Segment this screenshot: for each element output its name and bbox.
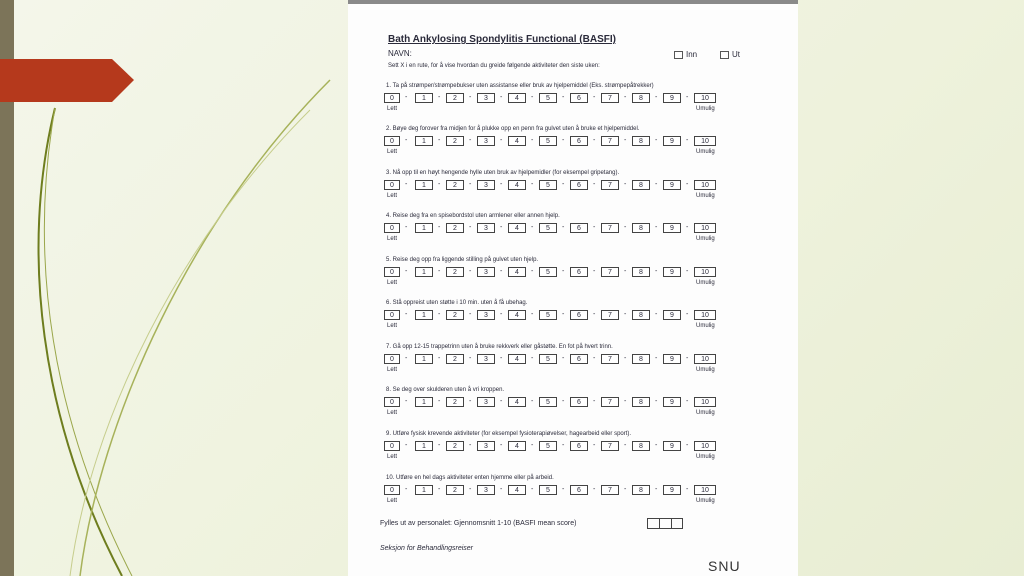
- rating-box[interactable]: 1: [415, 180, 433, 190]
- anchor-high-label: Umulig: [696, 410, 715, 416]
- scale-separator: -: [624, 181, 627, 188]
- rating-box[interactable]: 5: [539, 397, 557, 407]
- rating-box[interactable]: 9: [663, 223, 681, 233]
- rating-box[interactable]: 2: [446, 180, 464, 190]
- scale-separator: -: [438, 181, 441, 188]
- mean-score-label: Fylles ut av personalet: Gjennomsnitt 1-10 (BASFI mean score): [380, 520, 577, 527]
- scale-separator: -: [531, 311, 534, 318]
- rating-box[interactable]: 9: [663, 267, 681, 277]
- scale-separator: -: [469, 224, 472, 231]
- scale-separator: -: [500, 486, 503, 493]
- scale-separator: -: [655, 181, 658, 188]
- rating-box[interactable]: 0: [384, 267, 400, 277]
- scale-separator: -: [500, 311, 503, 318]
- anchor-high-label: Umulig: [696, 498, 715, 504]
- rating-box[interactable]: 1: [415, 93, 433, 103]
- rating-scale: [384, 310, 784, 322]
- scale-separator: -: [593, 137, 596, 144]
- rating-box[interactable]: 10: [694, 397, 716, 407]
- scale-separator: -: [500, 181, 503, 188]
- rating-box[interactable]: 10: [694, 441, 716, 451]
- scale-separator: -: [438, 224, 441, 231]
- anchor-high-label: Umulig: [696, 323, 715, 329]
- scale-separator: -: [562, 442, 565, 449]
- rating-box[interactable]: 0: [384, 310, 400, 320]
- rating-box[interactable]: 7: [601, 180, 619, 190]
- question-text: 9. Utføre fysisk krevende aktiviteter (for eksempel fysioterapiøvelser, hagearbeid eller sport).: [386, 431, 632, 437]
- anchor-low-label: Lett: [387, 149, 398, 155]
- checkbox-inn[interactable]: [674, 51, 683, 59]
- scale-separator: -: [655, 137, 658, 144]
- rating-box[interactable]: 3: [477, 223, 495, 233]
- scale-separator: -: [593, 355, 596, 362]
- scale-separator: -: [405, 355, 408, 362]
- rating-box[interactable]: 9: [663, 485, 681, 495]
- scale-separator: -: [686, 311, 689, 318]
- rating-box[interactable]: 7: [601, 93, 619, 103]
- rating-box[interactable]: 7: [601, 397, 619, 407]
- rating-box[interactable]: 6: [570, 441, 588, 451]
- scale-separator: -: [562, 181, 565, 188]
- rating-box[interactable]: 10: [694, 223, 716, 233]
- scale-separator: -: [469, 137, 472, 144]
- anchor-low-label: Lett: [387, 280, 398, 286]
- rating-box[interactable]: 2: [446, 136, 464, 146]
- question-item: [384, 170, 784, 212]
- rating-box[interactable]: 9: [663, 354, 681, 364]
- scale-separator: -: [624, 224, 627, 231]
- rating-box[interactable]: 2: [446, 267, 464, 277]
- anchor-high-label: Umulig: [696, 193, 715, 199]
- rating-box[interactable]: 0: [384, 93, 400, 103]
- rating-box[interactable]: 10: [694, 310, 716, 320]
- question-text: 3. Nå opp til en høyt hengende hylle uten bruk av hjelpemidler (for eksempel gripetang).: [386, 170, 620, 176]
- rating-box[interactable]: 10: [694, 93, 716, 103]
- rating-box[interactable]: 9: [663, 310, 681, 320]
- rating-box[interactable]: 1: [415, 310, 433, 320]
- rating-box[interactable]: 5: [539, 267, 557, 277]
- rating-box[interactable]: 2: [446, 223, 464, 233]
- anchor-high-label: Umulig: [696, 454, 715, 460]
- anchor-high-label: Umulig: [696, 367, 715, 373]
- question-item: [384, 387, 784, 429]
- rating-box[interactable]: 2: [446, 354, 464, 364]
- scale-separator: -: [500, 94, 503, 101]
- rating-box[interactable]: 7: [601, 310, 619, 320]
- rating-scale: [384, 136, 784, 148]
- question-text: 8. Se deg over skulderen uten å vri kroppen.: [386, 387, 505, 393]
- scale-separator: -: [500, 224, 503, 231]
- scale-separator: -: [624, 268, 627, 275]
- scale-separator: -: [686, 181, 689, 188]
- rating-scale: [384, 223, 784, 235]
- question-item: [384, 344, 784, 386]
- rating-box[interactable]: 5: [539, 485, 557, 495]
- scale-separator: -: [500, 442, 503, 449]
- scale-separator: -: [593, 268, 596, 275]
- rating-box[interactable]: 10: [694, 136, 716, 146]
- scale-separator: -: [531, 94, 534, 101]
- rating-box[interactable]: 4: [508, 397, 526, 407]
- scale-separator: -: [438, 137, 441, 144]
- scale-separator: -: [655, 311, 658, 318]
- rating-box[interactable]: 9: [663, 93, 681, 103]
- scale-separator: -: [686, 398, 689, 405]
- rating-box[interactable]: 1: [415, 441, 433, 451]
- rating-box[interactable]: 4: [508, 267, 526, 277]
- rating-box[interactable]: 4: [508, 485, 526, 495]
- scale-separator: -: [469, 268, 472, 275]
- scale-separator: -: [655, 442, 658, 449]
- scale-separator: -: [655, 94, 658, 101]
- rating-box[interactable]: 1: [415, 485, 433, 495]
- rating-box[interactable]: 8: [632, 136, 650, 146]
- rating-scale: [384, 485, 784, 497]
- rating-box[interactable]: 0: [384, 136, 400, 146]
- rating-box[interactable]: 9: [663, 397, 681, 407]
- rating-box[interactable]: 7: [601, 441, 619, 451]
- scale-separator: -: [531, 137, 534, 144]
- scale-separator: -: [531, 486, 534, 493]
- question-text: 6. Stå oppreist uten støtte i 10 min. uten å få ubehag.: [386, 300, 528, 306]
- rating-box[interactable]: 4: [508, 180, 526, 190]
- anchor-low-label: Lett: [387, 236, 398, 242]
- scale-separator: -: [469, 486, 472, 493]
- rating-box[interactable]: 2: [446, 397, 464, 407]
- anchor-high-label: Umulig: [696, 236, 715, 242]
- rating-box[interactable]: 1: [415, 397, 433, 407]
- anchor-high-label: Umulig: [696, 149, 715, 155]
- rating-box[interactable]: 7: [601, 267, 619, 277]
- form-title: Bath Ankylosing Spondylitis Functional (BASFI): [388, 34, 616, 45]
- scale-separator: -: [593, 94, 596, 101]
- scale-separator: -: [469, 181, 472, 188]
- scale-separator: -: [562, 224, 565, 231]
- rating-box[interactable]: 8: [632, 310, 650, 320]
- rating-scale: [384, 267, 784, 279]
- rating-scale: [384, 93, 784, 105]
- scale-separator: -: [438, 442, 441, 449]
- rating-box[interactable]: 6: [570, 397, 588, 407]
- rating-box[interactable]: 5: [539, 93, 557, 103]
- rating-box[interactable]: 3: [477, 397, 495, 407]
- rating-box[interactable]: 4: [508, 93, 526, 103]
- scale-separator: -: [469, 355, 472, 362]
- rating-box[interactable]: 6: [570, 93, 588, 103]
- rating-box[interactable]: 7: [601, 485, 619, 495]
- rating-box[interactable]: 1: [415, 354, 433, 364]
- rating-box[interactable]: 4: [508, 310, 526, 320]
- rating-box[interactable]: 8: [632, 267, 650, 277]
- scale-separator: -: [593, 398, 596, 405]
- anchor-low-label: Lett: [387, 106, 398, 112]
- question-text: 1. Ta på strømper/strømpebukser uten assistanse eller bruk av hjelpemiddel (Eks. strømpepåtrekker): [386, 83, 654, 89]
- scale-separator: -: [562, 268, 565, 275]
- scale-separator: -: [686, 355, 689, 362]
- rating-box[interactable]: 1: [415, 267, 433, 277]
- scale-separator: -: [655, 268, 658, 275]
- rating-box[interactable]: 0: [384, 223, 400, 233]
- rating-box[interactable]: 8: [632, 485, 650, 495]
- rating-box[interactable]: 1: [415, 136, 433, 146]
- decorative-swoosh: [0, 0, 340, 576]
- anchor-low-label: Lett: [387, 367, 398, 373]
- scale-separator: -: [500, 137, 503, 144]
- scale-separator: -: [469, 398, 472, 405]
- rating-box[interactable]: 3: [477, 310, 495, 320]
- rating-box[interactable]: 2: [446, 310, 464, 320]
- rating-box[interactable]: 5: [539, 310, 557, 320]
- scale-separator: -: [438, 94, 441, 101]
- scale-separator: -: [624, 486, 627, 493]
- scale-separator: -: [593, 224, 596, 231]
- scale-separator: -: [469, 94, 472, 101]
- scale-separator: -: [655, 224, 658, 231]
- rating-box[interactable]: 2: [446, 441, 464, 451]
- anchor-low-label: Lett: [387, 323, 398, 329]
- rating-box[interactable]: 6: [570, 267, 588, 277]
- scale-separator: -: [438, 268, 441, 275]
- rating-box[interactable]: 5: [539, 136, 557, 146]
- scale-separator: -: [593, 486, 596, 493]
- rating-box[interactable]: 6: [570, 485, 588, 495]
- rating-box[interactable]: 3: [477, 136, 495, 146]
- scale-separator: -: [655, 398, 658, 405]
- scale-separator: -: [686, 442, 689, 449]
- rating-box[interactable]: 3: [477, 180, 495, 190]
- scale-separator: -: [531, 355, 534, 362]
- name-label: NAVN:: [388, 49, 412, 58]
- rating-box[interactable]: 8: [632, 223, 650, 233]
- rating-box[interactable]: 7: [601, 354, 619, 364]
- anchor-low-label: Lett: [387, 498, 398, 504]
- instruction-text: Sett X i en rute, for å vise hvordan du greide følgende aktiviteter den siste uken:: [388, 63, 600, 69]
- scale-separator: -: [562, 137, 565, 144]
- question-text: 4. Reise deg fra en spisebordstol uten armlener eller annen hjelp.: [386, 213, 560, 219]
- rating-scale: [384, 397, 784, 409]
- scale-separator: -: [405, 181, 408, 188]
- question-item: [384, 126, 784, 168]
- rating-box[interactable]: 4: [508, 441, 526, 451]
- scale-separator: -: [405, 137, 408, 144]
- scale-separator: -: [500, 355, 503, 362]
- basfi-form-scan: [348, 0, 798, 576]
- scale-separator: -: [624, 398, 627, 405]
- scale-separator: -: [438, 311, 441, 318]
- scale-separator: -: [469, 311, 472, 318]
- question-item: [384, 83, 784, 125]
- rating-box[interactable]: 0: [384, 441, 400, 451]
- question-item: [384, 300, 784, 342]
- rating-box[interactable]: 8: [632, 93, 650, 103]
- rating-box[interactable]: 6: [570, 310, 588, 320]
- scale-separator: -: [655, 486, 658, 493]
- anchor-low-label: Lett: [387, 193, 398, 199]
- scale-separator: -: [624, 442, 627, 449]
- question-item: [384, 257, 784, 299]
- anchor-low-label: Lett: [387, 454, 398, 460]
- scale-separator: -: [531, 442, 534, 449]
- rating-scale: [384, 354, 784, 366]
- rating-box[interactable]: 3: [477, 485, 495, 495]
- rating-box[interactable]: 9: [663, 136, 681, 146]
- rating-box[interactable]: 8: [632, 397, 650, 407]
- scale-separator: -: [500, 268, 503, 275]
- rating-box[interactable]: 6: [570, 136, 588, 146]
- rating-box[interactable]: 5: [539, 354, 557, 364]
- scale-separator: -: [531, 181, 534, 188]
- scale-separator: -: [686, 94, 689, 101]
- rating-box[interactable]: 4: [508, 136, 526, 146]
- rating-box[interactable]: 5: [539, 180, 557, 190]
- scale-separator: -: [405, 486, 408, 493]
- rating-box[interactable]: 2: [446, 485, 464, 495]
- rating-box[interactable]: 10: [694, 485, 716, 495]
- question-text: 10. Utføre en hel dags aktiviteter enten hjemme eller på arbeid.: [386, 475, 554, 481]
- rating-box[interactable]: 6: [570, 223, 588, 233]
- question-item: [384, 431, 784, 473]
- scale-separator: -: [686, 224, 689, 231]
- scale-separator: -: [438, 355, 441, 362]
- scale-separator: -: [624, 311, 627, 318]
- scale-separator: -: [686, 137, 689, 144]
- scale-separator: -: [562, 398, 565, 405]
- mean-score-boxes[interactable]: [647, 518, 683, 529]
- rating-box[interactable]: 6: [570, 354, 588, 364]
- rating-box[interactable]: 9: [663, 180, 681, 190]
- rating-box[interactable]: 3: [477, 93, 495, 103]
- rating-box[interactable]: 10: [694, 354, 716, 364]
- scale-separator: -: [686, 486, 689, 493]
- scale-separator: -: [405, 268, 408, 275]
- anchor-high-label: Umulig: [696, 106, 715, 112]
- rating-scale: [384, 441, 784, 453]
- scale-separator: -: [405, 311, 408, 318]
- scale-separator: -: [624, 94, 627, 101]
- rating-box[interactable]: 8: [632, 180, 650, 190]
- scale-separator: -: [438, 486, 441, 493]
- rating-box[interactable]: 8: [632, 441, 650, 451]
- rating-box[interactable]: 6: [570, 180, 588, 190]
- rating-box[interactable]: 5: [539, 223, 557, 233]
- scale-separator: -: [531, 268, 534, 275]
- scale-separator: -: [500, 398, 503, 405]
- scale-separator: -: [562, 94, 565, 101]
- scale-separator: -: [405, 94, 408, 101]
- scale-separator: -: [593, 442, 596, 449]
- rating-box[interactable]: 7: [601, 136, 619, 146]
- anchor-high-label: Umulig: [696, 280, 715, 286]
- rating-box[interactable]: 5: [539, 441, 557, 451]
- rating-box[interactable]: 0: [384, 397, 400, 407]
- rating-box[interactable]: 8: [632, 354, 650, 364]
- rating-box[interactable]: 9: [663, 441, 681, 451]
- rating-box[interactable]: 3: [477, 267, 495, 277]
- scale-separator: -: [593, 311, 596, 318]
- rating-box[interactable]: 2: [446, 93, 464, 103]
- rating-box[interactable]: 10: [694, 180, 716, 190]
- scale-separator: -: [624, 137, 627, 144]
- question-text: 7. Gå opp 12-15 trappetrinn uten å bruke rekkverk eller gåstøtte. En fot på hvert trinn.: [386, 344, 613, 350]
- rating-box[interactable]: 4: [508, 223, 526, 233]
- scale-separator: -: [624, 355, 627, 362]
- question-item: [384, 213, 784, 255]
- rating-box[interactable]: 1: [415, 223, 433, 233]
- scale-separator: -: [593, 181, 596, 188]
- checkbox-ut[interactable]: [720, 51, 729, 59]
- scale-separator: -: [438, 398, 441, 405]
- rating-box[interactable]: 4: [508, 354, 526, 364]
- option-ut: Ut: [720, 50, 740, 59]
- scale-separator: -: [405, 442, 408, 449]
- rating-box[interactable]: 0: [384, 180, 400, 190]
- scale-separator: -: [686, 268, 689, 275]
- scale-separator: -: [469, 442, 472, 449]
- rating-box[interactable]: 3: [477, 441, 495, 451]
- rating-box[interactable]: 3: [477, 354, 495, 364]
- question-item: [384, 475, 784, 517]
- rating-scale: [384, 180, 784, 192]
- scale-separator: -: [655, 355, 658, 362]
- scale-separator: -: [531, 224, 534, 231]
- scale-separator: -: [531, 398, 534, 405]
- rating-box[interactable]: 0: [384, 354, 400, 364]
- option-inn: Inn: [674, 50, 697, 59]
- rating-box[interactable]: 10: [694, 267, 716, 277]
- scale-separator: -: [405, 398, 408, 405]
- handwritten-signature: SNU: [708, 558, 741, 574]
- scale-separator: -: [562, 311, 565, 318]
- question-text: 2. Bøye deg forover fra midjen for å plukke opp en penn fra gulvet uten å bruke et hjelpemiddel.: [386, 126, 640, 132]
- scale-separator: -: [562, 355, 565, 362]
- footer-text: Seksjon for Behandlingsreiser: [380, 545, 473, 552]
- scale-separator: -: [405, 224, 408, 231]
- anchor-low-label: Lett: [387, 410, 398, 416]
- question-text: 5. Reise deg opp fra liggende stilling på gulvet uten hjelp.: [386, 257, 539, 263]
- rating-box[interactable]: 0: [384, 485, 400, 495]
- rating-box[interactable]: 7: [601, 223, 619, 233]
- scale-separator: -: [562, 486, 565, 493]
